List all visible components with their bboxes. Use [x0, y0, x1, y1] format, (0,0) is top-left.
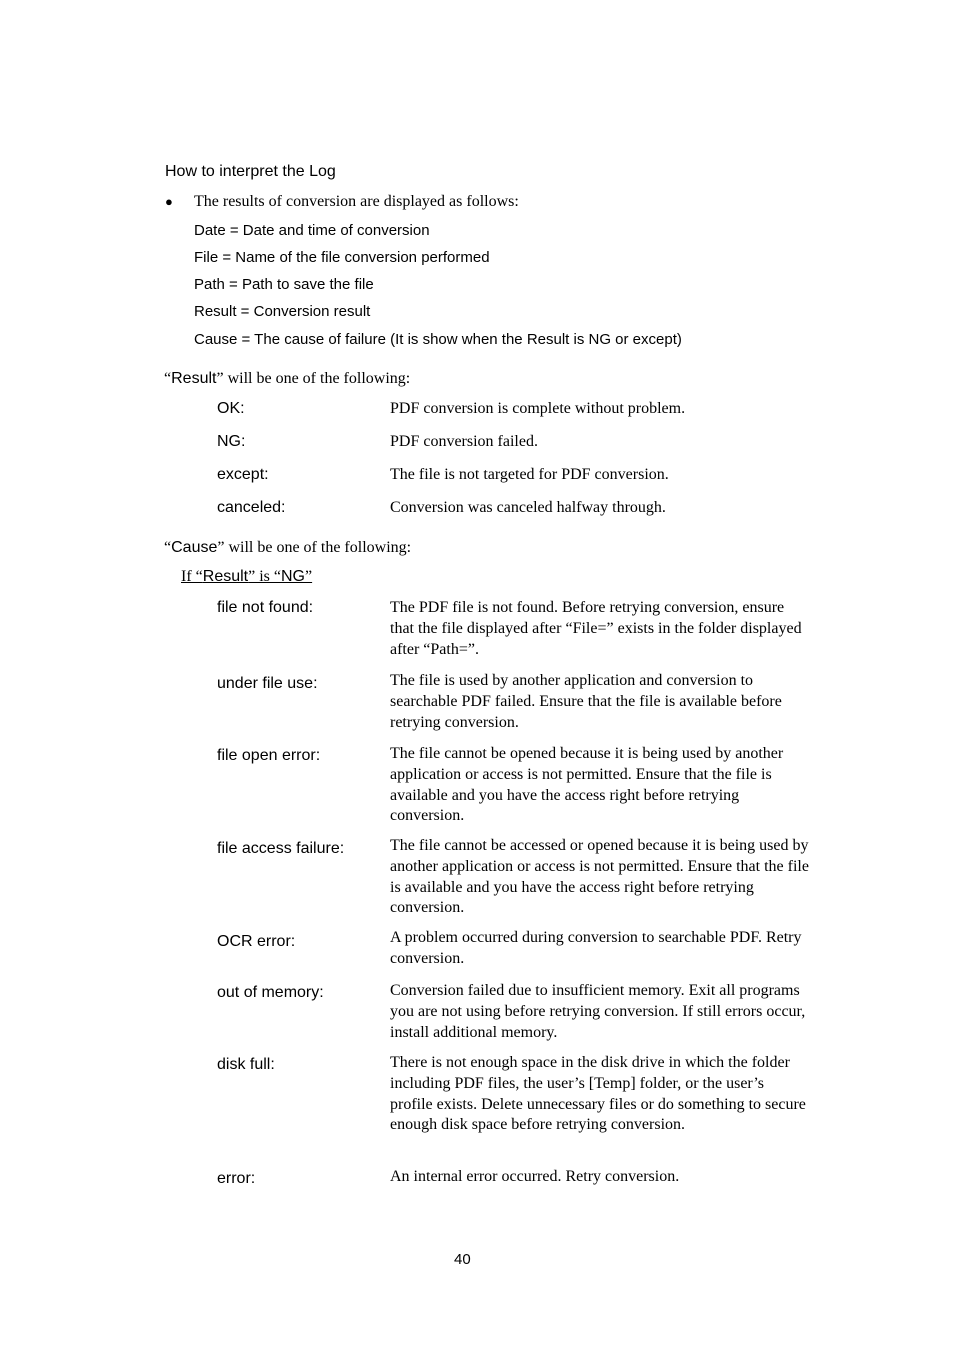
cause-description: An internal error occurred. Retry conversion. — [390, 1168, 680, 1185]
result-term: NG: — [217, 433, 246, 450]
open-quote: “ — [164, 539, 172, 556]
result-intro-rest: ” will be one of the following: — [216, 370, 411, 387]
sub-middle: ” is “ — [248, 568, 281, 585]
cause-description: The file is used by another application and conversion to searchable PDF failed. Ensure that the file is available before retrying conversion. — [390, 672, 782, 731]
page-number: 40 — [454, 1251, 471, 1268]
bullet-icon: ● — [165, 194, 173, 209]
cause-intro — [164, 539, 411, 557]
result-intro — [164, 370, 410, 388]
cause-term: file not found: — [217, 599, 314, 616]
cause-term: OCR error: — [217, 933, 296, 950]
bullet-text: The results of conversion are displayed as follows: — [194, 193, 519, 210]
sub-suffix: ” — [305, 568, 313, 585]
log-field-path: Path = Path to save the file — [194, 276, 374, 293]
result-term: canceled: — [217, 499, 286, 516]
cause-term: under file use: — [217, 675, 318, 692]
result-description: PDF conversion failed. — [390, 433, 538, 450]
sub-value: NG — [281, 568, 305, 585]
sub-prefix: If “ — [181, 568, 203, 585]
cause-term: file open error: — [217, 747, 321, 764]
section-heading: How to interpret the Log — [165, 163, 336, 180]
cause-term: out of memory: — [217, 984, 324, 1001]
result-description: PDF conversion is complete without problem. — [390, 400, 686, 417]
log-field-cause: Cause = The cause of failure (It is show when the Result is NG or except) — [194, 331, 682, 348]
log-field-date: Date = Date and time of conversion — [194, 222, 430, 239]
result-description: Conversion was canceled halfway through. — [390, 499, 666, 516]
sub-keyword: Result — [202, 568, 249, 585]
cause-description: The PDF file is not found. Before retrying conversion, ensure that the file displayed after “File=” exists in the folder displayed after “Path=”. — [390, 599, 802, 658]
cause-description: A problem occurred during conversion to searchable PDF. Retry conversion. — [390, 929, 802, 967]
result-keyword: Result — [171, 370, 217, 387]
cause-description: There is not enough space in the disk drive in which the folder including PDF files, the user’s [Temp] folder, or the user’s profile exists. Delete unnecessary files or do something to secure enough disk space before retrying conversion. — [390, 1054, 806, 1134]
cause-subheading — [181, 568, 312, 586]
cause-description: The file cannot be opened because it is being used by another application or access is not permitted. Ensure that the file is available and you have the access right before retrying conversion. — [390, 745, 784, 825]
result-term: except: — [217, 466, 269, 483]
cause-term: file access failure: — [217, 840, 345, 857]
log-field-result: Result = Conversion result — [194, 303, 371, 320]
cause-intro-rest: ” will be one of the following: — [217, 539, 412, 556]
log-field-file: File = Name of the file conversion performed — [194, 249, 490, 266]
open-quote: “ — [164, 370, 172, 387]
result-description: The file is not targeted for PDF conversion. — [390, 466, 669, 483]
result-term: OK: — [217, 400, 245, 417]
cause-description: Conversion failed due to insufficient memory. Exit all programs you are not using before retrying conversion. If still errors occur, install additional memory. — [390, 982, 806, 1041]
cause-term: error: — [217, 1170, 256, 1187]
cause-description: The file cannot be accessed or opened because it is being used by another application or access is not permitted. Ensure that the file is available and you have the access right before retrying conversion. — [390, 837, 809, 917]
cause-keyword: Cause — [171, 539, 218, 556]
cause-term: disk full: — [217, 1056, 275, 1073]
